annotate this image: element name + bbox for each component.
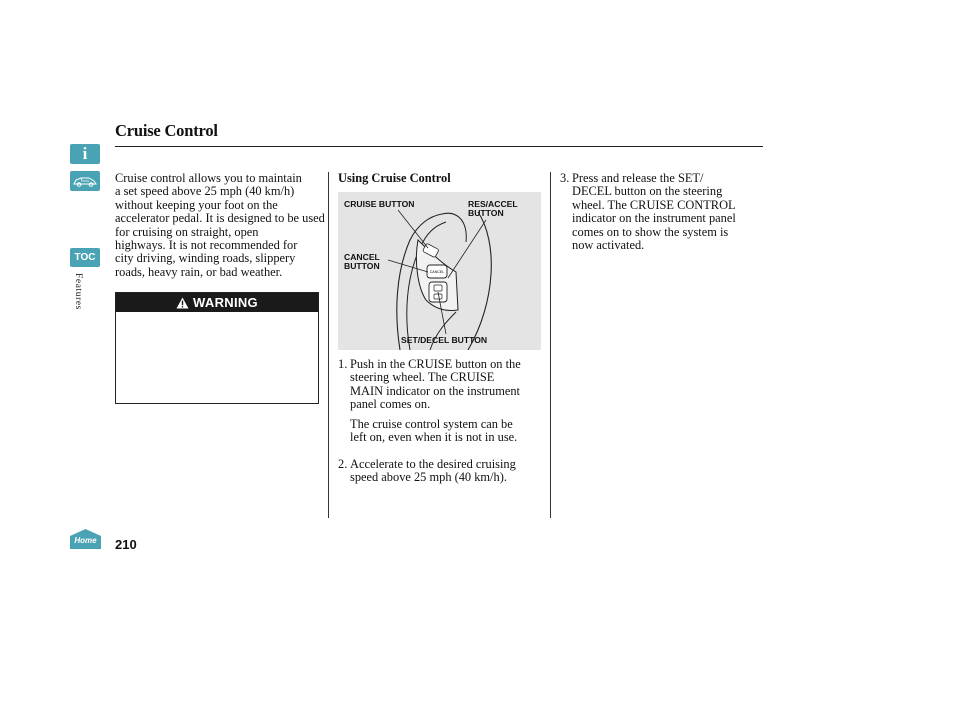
step-line: indicator on the instrument panel [572,211,736,226]
section-label: Features [73,273,83,310]
res-accel-line: BUTTON [468,208,504,219]
intro-line: without keeping your foot on the [115,197,278,212]
step-number: 2. [338,457,348,471]
steering-wheel-figure [338,192,541,350]
step-number: 1. [338,357,348,371]
cruise-button-label: CRUISE BUTTON [344,199,415,209]
step-line: panel comes on. [350,397,431,412]
cancel-line: BUTTON [344,261,380,272]
step-number: 3. [560,171,570,185]
res-accel-label [468,200,518,219]
res-accel-line: RES/ACCEL [468,199,518,209]
column-divider-1 [328,172,329,518]
step-3 [560,172,760,252]
step-line: wheel. The CRUISE CONTROL [572,197,736,212]
set-decel-label: SET/DECEL BUTTON [401,335,488,345]
toc-tab[interactable] [70,248,100,267]
intro-line: for cruising on straight, open [115,224,259,239]
cancel-button-text: CANCEL [429,270,445,274]
warning-label: WARNING [193,295,258,310]
step-line: Press and release the SET/ [572,171,704,185]
intro-line: accelerator pedal. It is designed to be used [115,211,325,226]
step-line: Accelerate to the desired cruising [350,457,516,471]
note-line: The cruise control system can be [350,417,513,431]
step-line: Push in the CRUISE button on the [350,357,521,371]
warning-triangle-icon [176,297,189,309]
using-heading: Using Cruise Control [338,171,451,185]
step-line: DECEL button on the steering [572,184,723,199]
info-tab[interactable] [70,144,100,164]
step-1 [338,358,548,412]
step-line: comes on to show the system is [572,224,729,239]
cancel-line: CANCEL [344,252,380,262]
intro-paragraph [115,172,327,279]
intro-line: roads, heavy rain, or bad weather. [115,264,283,279]
step-line: now activated. [572,238,645,253]
page-number: 210 [115,537,137,552]
vehicle-tab[interactable] [70,171,100,191]
intro-line: city driving, winding roads, slippery [115,251,296,266]
column-divider-2 [550,172,551,518]
page-title: Cruise Control [115,121,218,140]
cancel-button-label [344,253,380,272]
step-line: steering wheel. The CRUISE [350,370,495,385]
home-label: Home [74,536,97,545]
warning-box [115,292,319,404]
title-rule [115,146,763,147]
warning-header [116,293,318,312]
step-2 [338,458,548,485]
step-line: MAIN indicator on the instrument [350,383,520,398]
intro-line: highways. It is not recommended for [115,238,298,253]
car-icon [72,174,98,188]
step-line: speed above 25 mph (40 km/h). [350,470,507,485]
intro-line: a set speed above 25 mph (40 km/h) [115,184,295,199]
info-icon: i [82,144,88,163]
intro-line: Cruise control allows you to maintain [115,171,302,185]
step-1-note [350,418,550,445]
note-line: left on, even when it is not in use. [350,430,518,445]
toc-label: TOC [74,252,96,263]
